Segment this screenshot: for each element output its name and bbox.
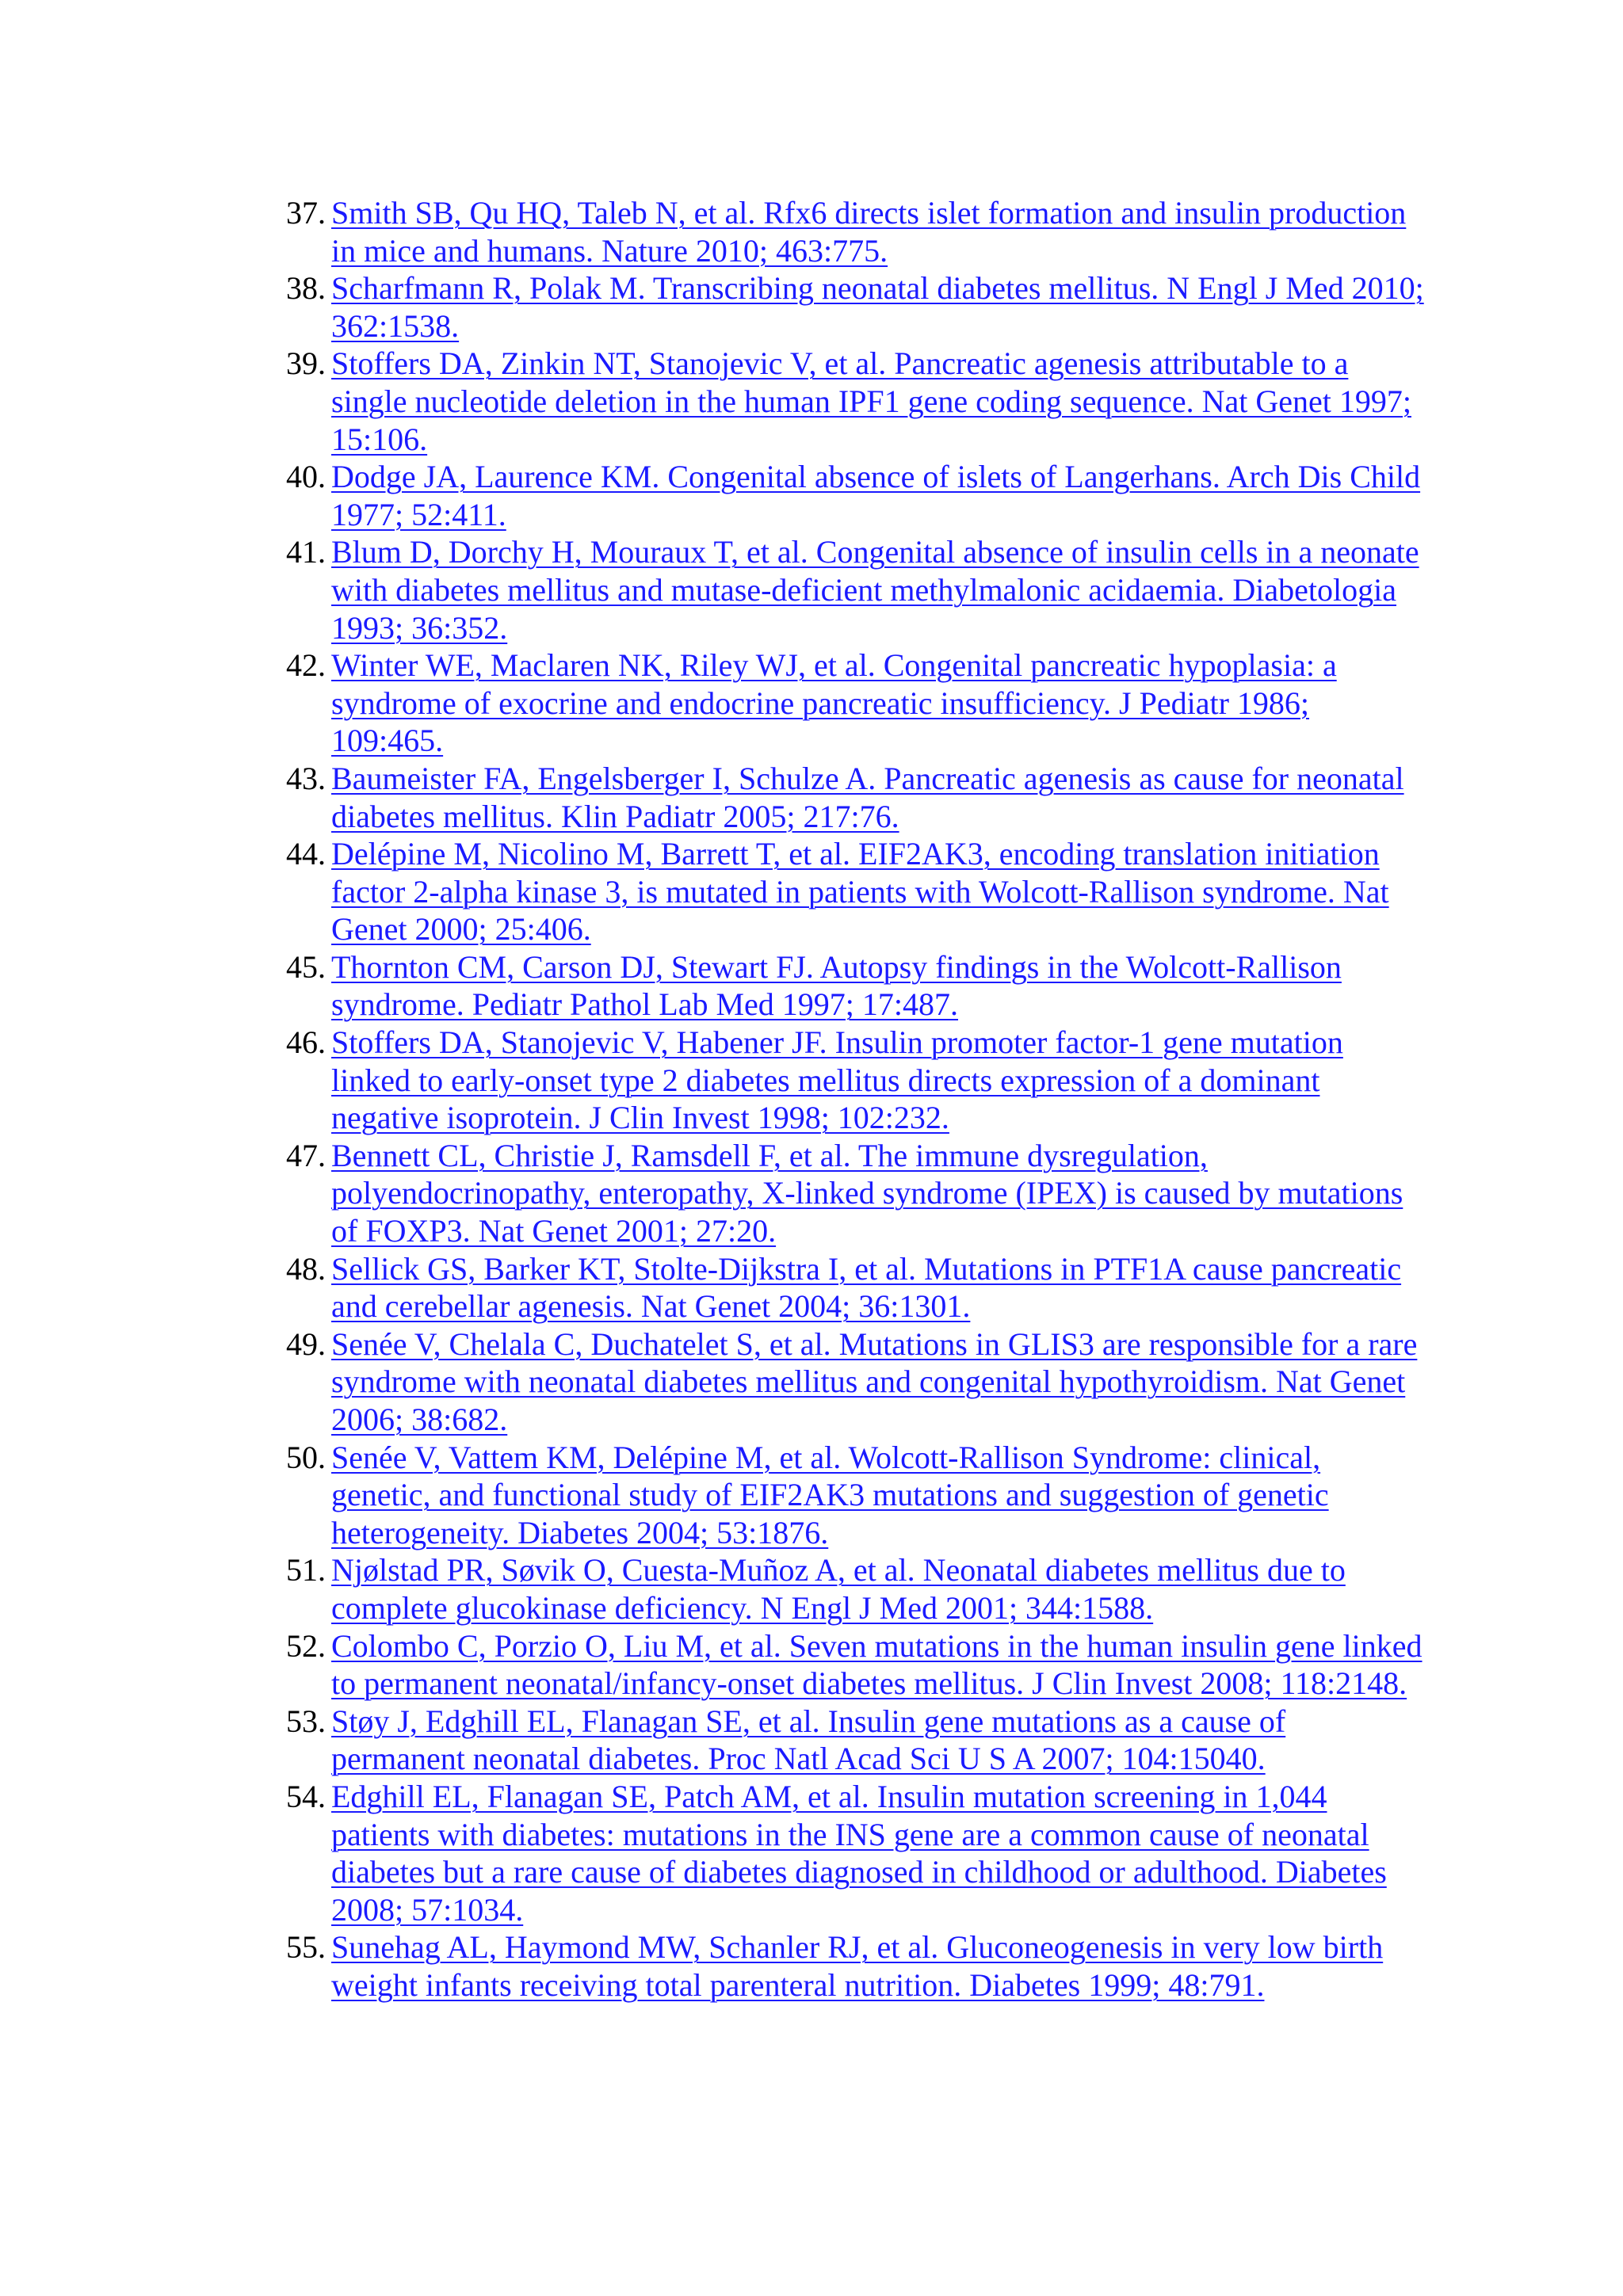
reference-number: 52.	[286, 1627, 326, 1664]
reference-item	[269, 1325, 1426, 1439]
reference-item	[269, 1137, 1426, 1250]
reference-link[interactable]: Stoffers DA, Zinkin NT, Stanojevic V, et al. Pancreatic agenesis attributable to a single nucleotide deletion in the human IPF1 gene coding sequence. Nat Genet 1997; 15:106.	[331, 345, 1411, 457]
reference-item	[269, 1024, 1426, 1137]
reference-link[interactable]: Dodge JA, Laurence KM. Congenital absence of islets of Langerhans. Arch Dis Child 1977; 52:411.	[331, 459, 1421, 532]
reference-item	[269, 458, 1426, 533]
reference-link[interactable]: Blum D, Dorchy H, Mouraux T, et al. Congenital absence of insulin cells in a neonate with diabetes mellitus and mutase-deficient methylmalonic acidaemia. Diabetologia 1993; 36:352.	[331, 534, 1419, 646]
reference-link[interactable]: Njølstad PR, Søvik O, Cuesta-Muñoz A, et al. Neonatal diabetes mellitus due to complete glucokinase deficiency. N Engl J Med 2001; 344:1588.	[331, 1552, 1346, 1626]
reference-link[interactable]: Scharfmann R, Polak M. Transcribing neonatal diabetes mellitus. N Engl J Med 2010; 362:1538.	[331, 270, 1424, 344]
reference-item	[269, 269, 1426, 345]
reference-list	[269, 194, 1426, 2004]
reference-link[interactable]: Sellick GS, Barker KT, Stolte-Dijkstra I, et al. Mutations in PTF1A cause pancreatic and cerebellar agenesis. Nat Genet 2004; 36:1301.	[331, 1250, 1402, 1325]
reference-item	[269, 345, 1426, 458]
reference-link[interactable]: Edghill EL, Flanagan SE, Patch AM, et al. Insulin mutation screening in 1,044 patients with diabetes: mutations in the INS gene are a common cause of neonatal diabetes but a rare cause of diabetes diagnosed in childhood or adulthood. Diabetes 2008; 57:1034.	[331, 1778, 1387, 1928]
reference-item	[269, 1439, 1426, 1552]
reference-item	[269, 948, 1426, 1024]
reference-number: 55.	[286, 1929, 326, 1966]
reference-link[interactable]: Senée V, Chelala C, Duchatelet S, et al. Mutations in GLIS3 are responsible for a rare syndrome with neonatal diabetes mellitus and congenital hypothyroidism. Nat Genet 2006; 38:682.	[331, 1325, 1418, 1437]
reference-item	[269, 194, 1426, 269]
reference-number: 39.	[286, 345, 326, 382]
reference-item	[269, 646, 1426, 760]
reference-number: 51.	[286, 1552, 326, 1589]
reference-number: 46.	[286, 1024, 326, 1061]
reference-number: 41.	[286, 534, 326, 570]
reference-number: 53.	[286, 1703, 326, 1739]
reference-number: 50.	[286, 1439, 326, 1475]
reference-number: 42.	[286, 647, 326, 684]
reference-link[interactable]: Sunehag AL, Haymond MW, Schanler RJ, et al. Gluconeogenesis in very low birth weight infants receiving total parenteral nutrition. Diabetes 1999; 48:791.	[331, 1929, 1384, 2003]
reference-item	[269, 1250, 1426, 1325]
reference-link[interactable]: Bennett CL, Christie J, Ramsdell F, et al. The immune dysregulation, polyendocrinopathy, enteropathy, X-linked syndrome (IPEX) is caused by mutations of FOXP3. Nat Genet 2001; 27:20.	[331, 1137, 1403, 1249]
reference-number: 45.	[286, 948, 326, 985]
reference-number: 40.	[286, 459, 326, 495]
reference-number: 43.	[286, 760, 326, 796]
reference-number: 37.	[286, 195, 326, 231]
reference-number: 38.	[286, 270, 326, 307]
reference-link[interactable]: Støy J, Edghill EL, Flanagan SE, et al. Insulin gene mutations as a cause of permanent neonatal diabetes. Proc Natl Acad Sci U S A 2007; 104:15040.	[331, 1703, 1286, 1777]
reference-item	[269, 1627, 1426, 1703]
reference-item	[269, 760, 1426, 835]
reference-link[interactable]: Colombo C, Porzio O, Liu M, et al. Seven mutations in the human insulin gene linked to permanent neonatal/infancy-onset diabetes mellitus. J Clin Invest 2008; 118:2148.	[331, 1627, 1423, 1702]
reference-number: 47.	[286, 1137, 326, 1173]
reference-item	[269, 1551, 1426, 1627]
reference-number: 49.	[286, 1325, 326, 1362]
reference-item	[269, 835, 1426, 948]
reference-link[interactable]: Thornton CM, Carson DJ, Stewart FJ. Autopsy findings in the Wolcott-Rallison syndrome. Pediatr Pathol Lab Med 1997; 17:487.	[331, 948, 1342, 1023]
reference-item	[269, 1778, 1426, 1928]
reference-link[interactable]: Winter WE, Maclaren NK, Riley WJ, et al. Congenital pancreatic hypoplasia: a syndrome of exocrine and endocrine pancreatic insufficiency. J Pediatr 1986; 109:465.	[331, 647, 1337, 759]
reference-number: 48.	[286, 1250, 326, 1287]
reference-number: 44.	[286, 836, 326, 872]
reference-item	[269, 1703, 1426, 1778]
reference-number: 54.	[286, 1778, 326, 1814]
reference-link[interactable]: Delépine M, Nicolino M, Barrett T, et al. EIF2AK3, encoding translation initiation factor 2-alpha kinase 3, is mutated in patients with Wolcott-Rallison syndrome. Nat Genet 2000; 25:406.	[331, 836, 1389, 948]
reference-link[interactable]: Stoffers DA, Stanojevic V, Habener JF. Insulin promoter factor-1 gene mutation linked to early-onset type 2 diabetes mellitus directs expression of a dominant negative isoprotein. J Clin Invest 1998; 102:232.	[331, 1024, 1343, 1136]
reference-item	[269, 1928, 1426, 2004]
reference-link[interactable]: Senée V, Vattem KM, Delépine M, et al. Wolcott-Rallison Syndrome: clinical, genetic, and functional study of EIF2AK3 mutations and suggestion of genetic heterogeneity. Diabetes 2004; 53:1876.	[331, 1439, 1329, 1550]
reference-link[interactable]: Smith SB, Qu HQ, Taleb N, et al. Rfx6 directs islet formation and insulin production in mice and humans. Nature 2010; 463:775.	[331, 195, 1407, 269]
reference-item	[269, 533, 1426, 646]
reference-link[interactable]: Baumeister FA, Engelsberger I, Schulze A. Pancreatic agenesis as cause for neonatal diabetes mellitus. Klin Padiatr 2005; 217:76.	[331, 760, 1404, 834]
